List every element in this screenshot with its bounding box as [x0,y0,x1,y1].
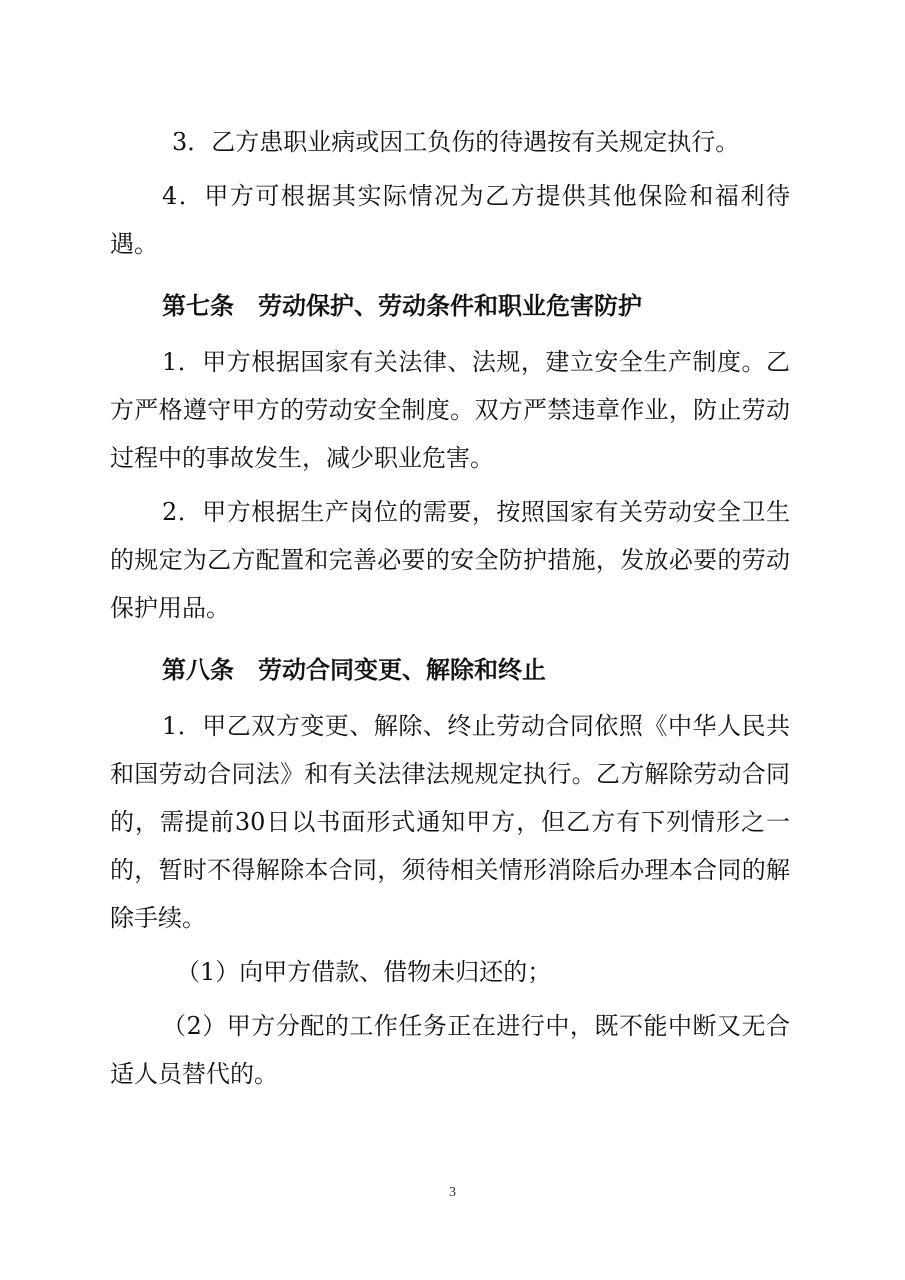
article7-title: 劳动保护、劳动条件和职业危害防护 [258,292,642,320]
document-body [110,118,790,1098]
article7-number: 第七条 [162,292,234,320]
article7-heading [110,282,790,330]
paragraph-article6-item4: 4．甲方可根据其实际情况为乙方提供其他保险和福利待遇。 [110,182,790,258]
paragraph-article6-item3: 3．乙方患职业病或因工负伤的待遇按有关规定执行。 [172,128,740,156]
paragraph-article8-subitem2: （2）甲方分配的工作任务正在进行中，既不能中断又无合适人员替代的。 [110,1012,790,1088]
paragraph-article7-item1: 1．甲方根据国家有关法律、法规，建立安全生产制度。乙方严格遵守甲方的劳动安全制度。双方严禁违章作业，防止劳动过程中的事故发生，减少职业危害。 [110,348,790,472]
page-number: 3 [449,1185,456,1200]
article8-title: 劳动合同变更、解除和终止 [258,656,546,684]
article8-number: 第八条 [162,656,234,684]
paragraph-article8-item1: 1．甲乙双方变更、解除、终止劳动合同依照《中华人民共和国劳动合同法》和有关法律法规规定执行。乙方解除劳动合同的，需提前30日以书面形式通知甲方，但乙方有下列情形之一的，暂时不得解除本合同，须待相关情形消除后办理本合同的解除手续。 [110,712,790,932]
article8-heading [110,646,790,694]
paragraph-article8-subitem1: （1）向甲方借款、借物未归还的； [176,958,552,986]
paragraph-article7-item2: 2．甲方根据生产岗位的需要，按照国家有关劳动安全卫生的规定为乙方配置和完善必要的安全防护措施，发放必要的劳动保护用品。 [110,498,790,622]
